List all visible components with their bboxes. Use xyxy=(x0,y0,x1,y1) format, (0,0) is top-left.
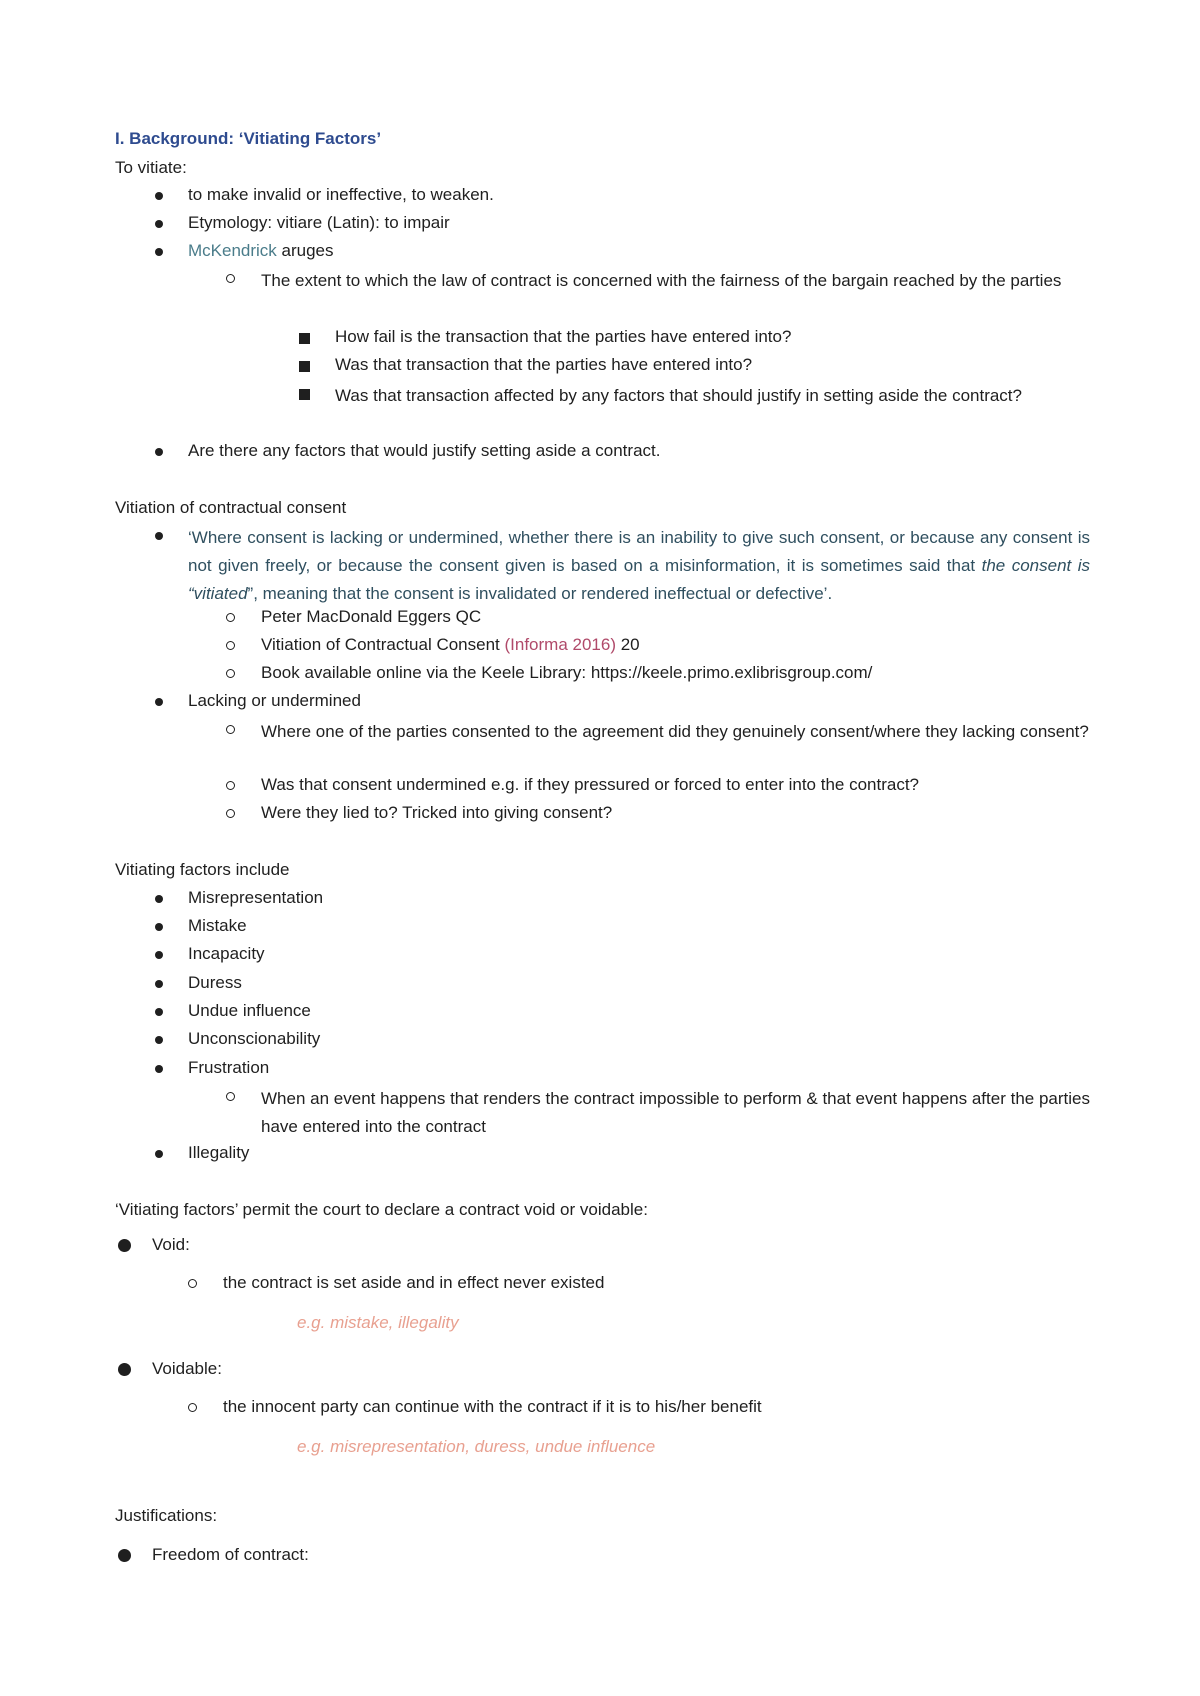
sub-list-item: Were they lied to? Tricked into giving consent? xyxy=(261,803,613,822)
sub-sub-list-item: Was that transaction affected by any factors that should justify in setting aside the contract? xyxy=(335,386,1022,405)
circle-bullet-icon xyxy=(226,613,235,622)
circle-bullet-icon xyxy=(226,641,235,650)
list-item: to make invalid or ineffective, to weaken. xyxy=(188,185,494,204)
bullet-icon xyxy=(155,1065,163,1073)
voidable-example: e.g. misrepresentation, duress, undue influence xyxy=(297,1437,656,1456)
circle-bullet-icon xyxy=(226,809,235,818)
section-heading: I. Background: ‘Vitiating Factors’ xyxy=(115,129,382,148)
library-link-text: Book available online via the Keele Library: https://keele.primo.exlibrisgroup.com/ xyxy=(261,663,873,682)
circle-bullet-icon xyxy=(188,1279,197,1288)
factor-item: Frustration xyxy=(188,1058,270,1077)
circle-bullet-icon xyxy=(188,1403,197,1412)
void-voidable-intro: ‘Vitiating factors’ permit the court to declare a contract void or voidable: xyxy=(115,1200,648,1219)
bullet-icon xyxy=(155,1008,163,1016)
author-name: McKendrick xyxy=(188,241,277,260)
sub-list-item: The extent to which the law of contract is concerned with the fairness of the bargain reached by the parties xyxy=(261,271,1062,290)
square-bullet-icon xyxy=(299,389,310,400)
consent-label: Vitiation of contractual consent xyxy=(115,498,347,517)
list-item: Lacking or undermined xyxy=(188,691,361,710)
quote-text: ”, meaning that the consent is invalidated or rendered ineffectual or defective’. xyxy=(247,584,833,603)
list-item: Are there any factors that would justify setting aside a contract. xyxy=(188,441,661,460)
list-item xyxy=(188,240,334,262)
quote-emphasis: the consent is “vitiated xyxy=(188,556,1090,603)
void-example: e.g. mistake, illegality xyxy=(297,1313,459,1332)
factor-item: Duress xyxy=(188,973,242,992)
bullet-icon xyxy=(155,951,163,959)
voidable-label: Voidable: xyxy=(152,1359,222,1378)
factor-item: Mistake xyxy=(188,916,247,935)
bullet-icon xyxy=(155,698,163,706)
sub-list-item: When an event happens that renders the contract impossible to perform & that event happens after the parties have entered into the contract xyxy=(261,1089,1090,1136)
sub-sub-list-item: Was that transaction that the parties have entered into? xyxy=(335,355,753,374)
bullet-icon xyxy=(155,1150,163,1158)
sub-list-item xyxy=(261,634,640,656)
book-page: 20 xyxy=(616,635,640,654)
bullet-icon xyxy=(155,192,163,200)
list-item: Etymology: vitiare (Latin): to impair xyxy=(188,213,450,232)
circle-bullet-icon xyxy=(226,274,235,283)
voidable-desc: the innocent party can continue with the contract if it is to his/her benefit xyxy=(223,1397,762,1416)
bullet-icon xyxy=(155,1036,163,1044)
sub-list-item: Where one of the parties consented to the agreement did they genuinely consent/where they lacking consent? xyxy=(261,722,1089,741)
bullet-icon xyxy=(155,532,163,540)
square-bullet-icon xyxy=(299,333,310,344)
factor-item: Unconscionability xyxy=(188,1029,321,1048)
justifications-label: Justifications: xyxy=(115,1506,218,1525)
bullet-icon xyxy=(155,895,163,903)
bullet-icon xyxy=(155,248,163,256)
book-publisher: (Informa 2016) xyxy=(504,635,616,654)
void-label: Void: xyxy=(152,1235,190,1254)
circle-bullet-icon xyxy=(226,781,235,790)
bullet-icon xyxy=(155,923,163,931)
circle-bullet-icon xyxy=(226,669,235,678)
void-desc: the contract is set aside and in effect never existed xyxy=(223,1273,605,1292)
factor-item: Misrepresentation xyxy=(188,888,324,907)
factors-label: Vitiating factors include xyxy=(115,860,290,879)
bullet-icon xyxy=(118,1239,131,1252)
consent-quote xyxy=(188,524,1090,608)
factor-item: Illegality xyxy=(188,1143,250,1162)
circle-bullet-icon xyxy=(226,1092,235,1101)
sub-list-item: Was that consent undermined e.g. if they pressured or forced to enter into the contract? xyxy=(261,775,920,794)
bullet-icon xyxy=(155,448,163,456)
to-vitiate-label: To vitiate: xyxy=(115,158,187,177)
bullet-icon xyxy=(118,1363,131,1376)
factor-item: Undue influence xyxy=(188,1001,311,1020)
book-title: Vitiation of Contractual Consent xyxy=(261,635,505,654)
bullet-icon xyxy=(155,980,163,988)
circle-bullet-icon xyxy=(226,725,235,734)
quote-text: ‘Where consent is lacking or undermined, whether there is an inability to give such consent, or because any consent is not given freely, or because the consent given is based on a misinformation, it is sometimes said that xyxy=(188,528,1090,575)
bullet-icon xyxy=(118,1549,131,1562)
square-bullet-icon xyxy=(299,361,310,372)
list-item-text: aruges xyxy=(276,241,334,260)
factor-item: Incapacity xyxy=(188,944,265,963)
sub-sub-list-item: How fail is the transaction that the parties have entered into? xyxy=(335,327,792,346)
justification-item: Freedom of contract: xyxy=(152,1545,309,1564)
sub-list-item: Peter MacDonald Eggers QC xyxy=(261,607,482,626)
bullet-icon xyxy=(155,220,163,228)
